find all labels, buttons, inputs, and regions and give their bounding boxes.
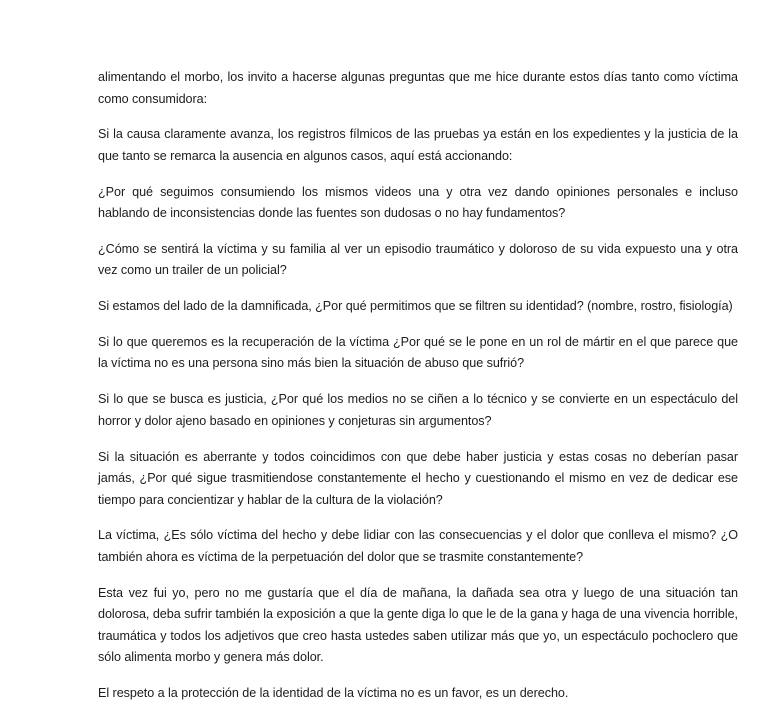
paragraph: Esta vez fui yo, pero no me gustaría que el día de mañana, la dañada sea otra y luego de una situación tan dolorosa, deba sufrir también la exposición a que la gente diga lo que le de la gana y haga de una vivencia horrible, traumática y todos los adjetivos que creo hasta ustedes saben utilizar más que yo, un espectáculo pochoclero que sólo alimenta morbo y genera más dolor.	[98, 585, 738, 665]
paragraph: Si lo que queremos es la recuperación de la víctima ¿Por qué se le pone en un rol de mártir en el que parece que la víctima no es una persona sino más bien la situación de abuso que sufrió?	[98, 334, 738, 371]
paragraph: Si estamos del lado de la damnificada, ¿Por qué permitimos que se filtren su identidad? (nombre, rostro, fisiología)	[98, 299, 733, 314]
paragraph: ¿Cómo se sentirá la víctima y su familia al ver un episodio traumático y doloroso de su vida expuesto una y otra vez como un trailer de un policial?	[98, 241, 738, 278]
paragraph: Si la situación es aberrante y todos coincidimos con que debe haber justicia y estas cosas no deberían pasar jamás, ¿Por qué sigue trasmitiendose constantemente el hecho y cuestionando el mismo en vez de dedicar ese tiempo para concientizar y hablar de la cultura de la violación?	[98, 449, 738, 507]
paragraph: alimentando el morbo, los invito a hacerse algunas preguntas que me hice durante estos días tanto como víctima como consumidora:	[98, 70, 738, 106]
paragraph: La víctima, ¿Es sólo víctima del hecho y debe lidiar con las consecuencias y el dolor que conlleva el mismo? ¿O también ahora es víctima de la perpetuación del dolor que se trasmite constantemente?	[98, 528, 738, 564]
paragraph: El respeto a la protección de la identidad de la víctima no es un favor, es un derecho.	[98, 685, 569, 700]
paragraph: ¿Por qué seguimos consumiendo los mismos videos una y otra vez dando opiniones personales e incluso hablando de inconsistencias donde las fuentes son dudosas o no hay fundamentos?	[98, 184, 738, 221]
document-body	[98, 67, 738, 704]
paragraph: Si la causa claramente avanza, los registros fílmicos de las pruebas ya están en los expedientes y la justicia de la que tanto se remarca la ausencia en algunos casos, aquí está accionando:	[98, 127, 738, 163]
paragraph: Si lo que se busca es justicia, ¿Por qué los medios no se ciñen a lo técnico y se convierte en un espectáculo del horror y dolor ajeno basado en opiniones y conjeturas sin argumentos?	[98, 392, 738, 428]
